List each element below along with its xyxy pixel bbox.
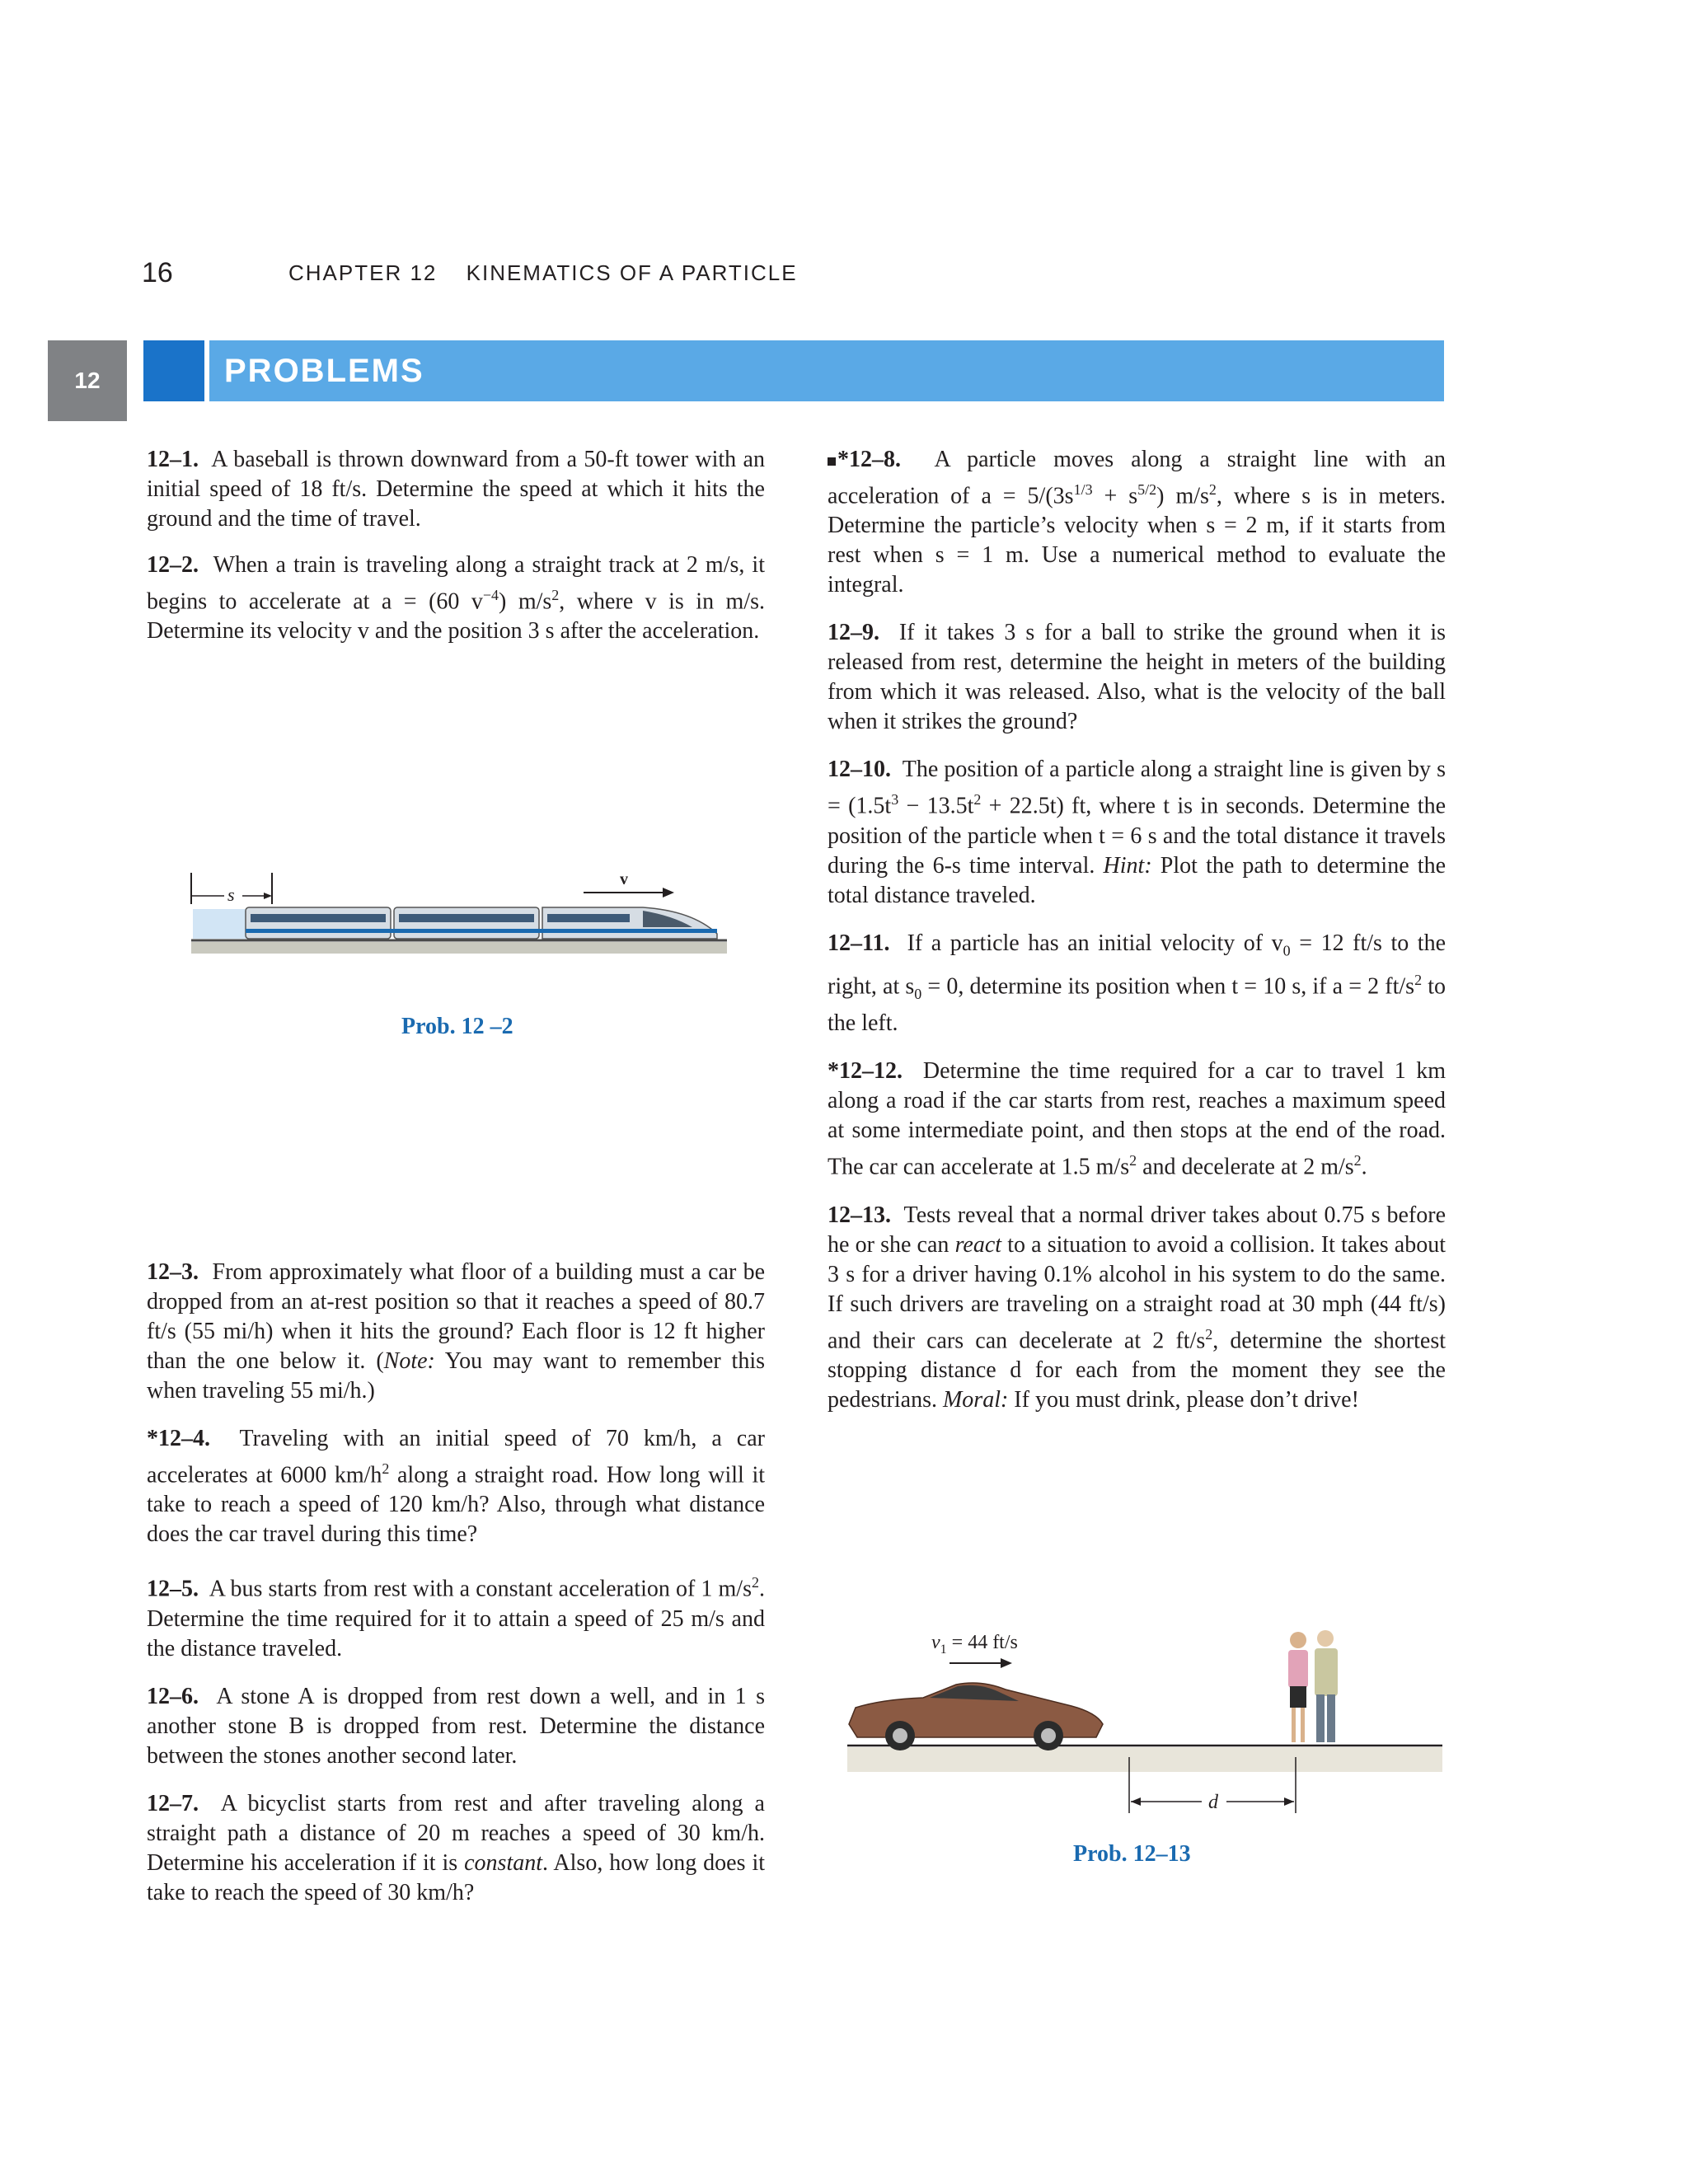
velocity-arrowhead	[1001, 1658, 1012, 1668]
problem-12-10	[828, 755, 1446, 910]
problem-12-9	[828, 618, 1446, 737]
problem-text: Traveling with an initial speed of 70 km/h, a car accelerates at 6000 km/h	[147, 1426, 765, 1488]
problem-text: A baseball is thrown downward from a 50-ft tower with an initial speed of 18 ft/s. Determine the speed at which it hits the ground and the time of travel.	[147, 447, 765, 532]
problem-emphasis: constant	[464, 1849, 543, 1876]
problem-text: If you must drink, please don’t drive!	[1008, 1386, 1359, 1413]
superscript: 2	[1414, 972, 1423, 989]
problem-text: .	[1361, 1154, 1367, 1180]
problem-text: You may want to remember this when traveling 55 mi/h.)	[147, 1348, 765, 1404]
chapter-tab: 12	[48, 340, 127, 421]
pedestrian-leg	[1301, 1708, 1305, 1742]
problem-number: 12–13.	[828, 1202, 891, 1228]
pedestrians	[1288, 1630, 1338, 1742]
superscript: 5/2	[1137, 481, 1157, 498]
motion-blur	[193, 909, 251, 939]
problem-text: A particle moves along a straight line with an acceleration of a = 5/(3s	[828, 447, 1446, 509]
problem-text: = 0, determine its position when t = 10 s, if a = 2 ft/s	[921, 973, 1415, 1000]
superscript: 2	[1208, 481, 1217, 498]
section-band-square	[143, 340, 204, 401]
v-label: v	[620, 870, 628, 888]
problem-emphasis: Moral:	[942, 1386, 1009, 1413]
problem-text: + s	[1092, 483, 1138, 509]
problem-text: Determine the time required for a car to travel 1 km along a road if the car starts from rest, reaches a maximum speed at some intermediate point, and then stops at the end of the road. The car can accelerate at 1.5 m/s	[828, 1058, 1446, 1180]
problem-text: + 22.5t) ft, where t is in seconds. Determine the position of the particle when t = 6 s and the total distance it travels during the 6-s time interval.	[828, 793, 1446, 879]
problem-text: and decelerate at 2 m/s	[1137, 1154, 1354, 1180]
d-label: d	[1208, 1792, 1218, 1813]
stripe	[246, 929, 717, 933]
problem-text: If it takes 3 s for a ball to strike the ground when it is released from rest, determine the height in meters of the building from which it was released. Also, what is the velocity of the ball when it strikes the ground?	[828, 620, 1447, 735]
superscript: 2	[1205, 1325, 1213, 1343]
train-locomotive	[542, 907, 717, 939]
problem-text: . Determine the time required for it to attain a speed of 25 m/s and the distance traveled.	[147, 1576, 765, 1661]
window-strip	[251, 914, 386, 922]
problem-text: , where s is in meters. Determine the particle’s velocity when s = 2 m, if it starts from rest when s = 1 m. Use a numerical method to evaluate the integral.	[828, 483, 1447, 598]
problem-number: 12–2.	[147, 552, 199, 578]
pedestrian-skirt	[1290, 1686, 1306, 1708]
problem-12-7	[147, 1789, 765, 1908]
train-car	[394, 907, 539, 939]
problem-emphasis: Note:	[383, 1348, 435, 1374]
problem-text: along a straight road. How long will it take to reach a speed of 120 km/h? Also, through what distance does the car travel during this time?	[147, 1462, 765, 1548]
superscript: 2	[1353, 1152, 1362, 1169]
problem-12-8	[828, 445, 1446, 600]
problem-12-12	[828, 1057, 1446, 1182]
problem-number: 12–7.	[147, 1790, 199, 1816]
d-arrowhead	[1284, 1797, 1294, 1806]
problem-12-4	[147, 1424, 765, 1549]
problem-text: The position of a particle along a straight line is given by s = (1.5t	[828, 757, 1446, 819]
car-hubcap	[1041, 1728, 1056, 1743]
car-hubcap	[893, 1728, 907, 1743]
train	[246, 907, 717, 939]
car-figure	[832, 1615, 1451, 1838]
problem-text: . Also, how long does it take to reach the speed of 30 km/h?	[147, 1849, 766, 1905]
section-title: PROBLEMS	[209, 340, 1444, 401]
d-arrowhead	[1131, 1797, 1141, 1806]
page-number: 16	[142, 257, 173, 288]
problem-12-11	[828, 929, 1446, 1039]
problem-text: − 13.5t	[898, 793, 974, 819]
pedestrian-head	[1290, 1632, 1306, 1648]
pedestrian-torso	[1315, 1648, 1338, 1696]
problem-number: 12–11.	[828, 930, 890, 956]
problem-text: to the left.	[828, 973, 1446, 1037]
figure-caption-train: Prob. 12 –2	[401, 1014, 513, 1039]
s-arrowhead	[264, 893, 272, 899]
road-shadow	[847, 1747, 1442, 1772]
problem-number: *12–4.	[147, 1426, 210, 1451]
superscript: 2	[1129, 1152, 1137, 1169]
problem-number: 12–1.	[147, 447, 199, 472]
superscript: 1/3	[1073, 481, 1093, 498]
v1-label	[931, 1632, 1018, 1657]
problem-number: *12–8.	[837, 447, 901, 472]
pedestrian-leg	[1292, 1708, 1296, 1742]
problem-emphasis: react	[954, 1231, 1002, 1258]
problem-12-5	[147, 1568, 765, 1663]
problem-text: Tests reveal that a normal driver takes about 0.75 s before he or she can	[828, 1202, 1446, 1258]
problem-number: 12–5.	[147, 1576, 199, 1602]
subscript: 0	[1282, 942, 1291, 959]
chapter-title	[288, 260, 798, 286]
problem-12-3	[147, 1258, 765, 1406]
problem-text: , determine the shortest stopping distance d for each from the moment they see the pedestrians.	[828, 1327, 1446, 1413]
v1-value: = 44 ft/s	[946, 1632, 1018, 1653]
problem-text: A bicyclist starts from rest and after traveling along a straight path a distance of 20 m reaches a speed of 30 km/h. Determine his acceleration if it is	[147, 1790, 765, 1876]
chapter-label: CHAPTER 12	[288, 260, 438, 285]
left-column-top	[147, 445, 765, 646]
left-column-bottom	[147, 1258, 765, 1908]
problem-text: ) m/s	[1156, 483, 1209, 509]
track-bed	[191, 942, 727, 954]
subscript: 0	[914, 986, 922, 1003]
problem-12-2	[147, 551, 765, 646]
problem-text: If a particle has an initial velocity of v	[907, 930, 1283, 956]
sports-car	[849, 1683, 1103, 1750]
problem-text: When a train is traveling along a straight track at 2 m/s, it begins to accelerate at a = (60 v	[147, 552, 765, 615]
problem-number: 12–3.	[147, 1259, 199, 1285]
pedestrian-leg	[1327, 1694, 1335, 1742]
superscript: 3	[891, 791, 899, 808]
problem-text: to a situation to avoid a collision. It takes about 3 s for a driver having 0.1% alcohol in his system to do the same. If such drivers are traveling on a straight road at 30 mph (44 ft/s) and their cars can decelerate at 2 ft/s	[828, 1231, 1446, 1353]
problem-12-1	[147, 445, 765, 534]
right-column	[828, 445, 1446, 1415]
superscript: 2	[752, 1574, 759, 1591]
figure-caption-car: Prob. 12–13	[1073, 1841, 1191, 1867]
window-strip	[399, 914, 534, 922]
pedestrian-leg	[1316, 1694, 1325, 1742]
problem-text: From approximately what floor of a building must a car be dropped from an at-rest position so that it reaches a speed of 80.7 ft/s (55 mi/h) when it hits the ground? Each floor is 12 ft higher than the one below it. (	[147, 1259, 765, 1374]
problem-text: , where v is in m/s. Determine its velocity v and the position 3 s after the acceleration.	[147, 588, 766, 644]
superscript: 2	[973, 791, 982, 808]
problem-number: 12–9.	[828, 620, 879, 646]
problem-text: A stone A is dropped from rest down a well, and in 1 s another stone B is dropped from rest. Determine the distance between the stones another second later.	[147, 1683, 765, 1769]
window-strip	[547, 914, 630, 922]
superscript: 2	[551, 587, 560, 603]
problem-number: 12–6.	[147, 1683, 199, 1709]
superscript: 2	[382, 1460, 390, 1477]
problem-text: ) m/s	[499, 588, 552, 615]
problem-number: *12–12.	[828, 1058, 903, 1085]
pedestrian-torso	[1288, 1650, 1308, 1688]
superscript: −4	[482, 587, 499, 603]
s-label: s	[227, 884, 235, 905]
problem-number: 12–10.	[828, 757, 891, 783]
chapter-name: KINEMATICS OF A PARTICLE	[466, 260, 798, 285]
problem-emphasis: Hint:	[1103, 852, 1152, 879]
problem-text: = 12 ft/s to the right, at s	[828, 930, 1447, 1000]
train-car	[246, 907, 391, 939]
computer-problem-icon	[828, 457, 836, 466]
problem-12-13	[828, 1201, 1446, 1415]
v1-symbol: v	[931, 1632, 940, 1653]
problem-text: Plot the path to determine the total distance traveled.	[828, 852, 1446, 908]
problem-12-6	[147, 1682, 765, 1771]
pedestrian-head	[1317, 1630, 1334, 1647]
velocity-arrowhead	[663, 888, 674, 898]
problem-text: A bus starts from rest with a constant acceleration of 1 m/s	[209, 1576, 752, 1602]
v1-subscript: 1	[940, 1643, 947, 1657]
train-figure	[181, 861, 742, 985]
